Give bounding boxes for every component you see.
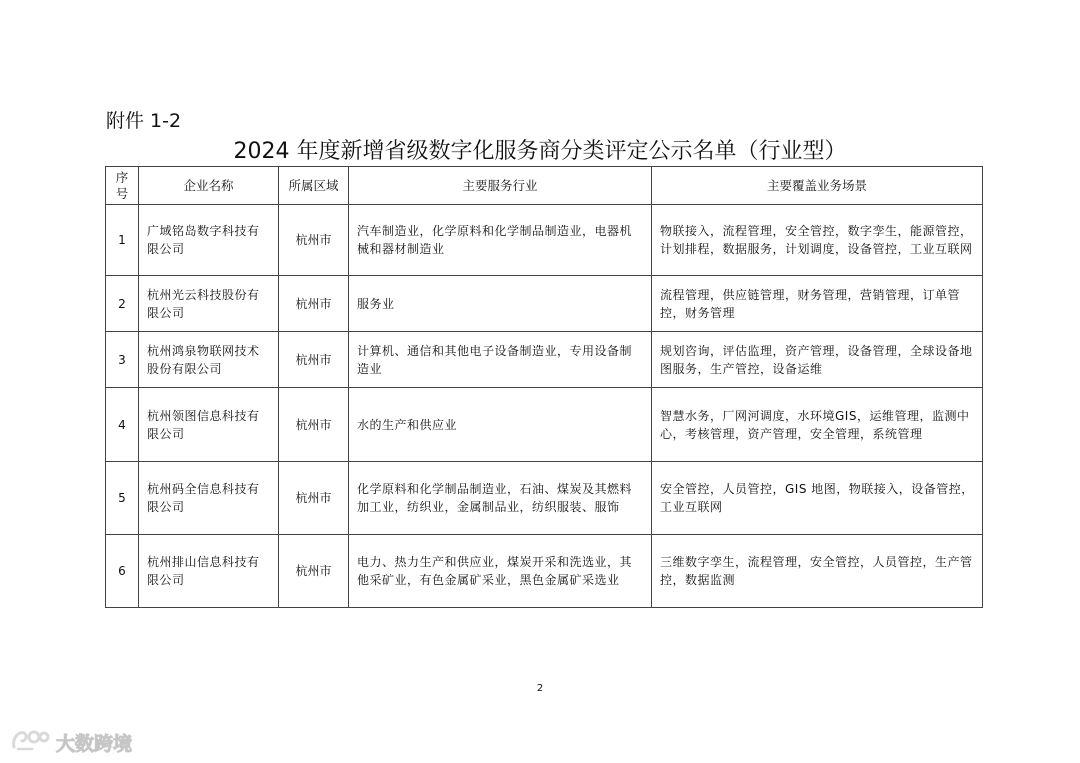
- table-row: [106, 388, 983, 462]
- cell-company-name: 杭州码全信息科技有限公司: [139, 462, 279, 535]
- table-row: [106, 332, 983, 388]
- cell-scene: 物联接入，流程管理，安全管控，数字孪生，能源管控，计划排程，数据服务，计划调度，设备管控，工业互联网: [652, 205, 983, 276]
- cell-scene: 流程管理，供应链管理，财务管理，营销管理，订单管控，财务管理: [652, 276, 983, 332]
- cell-company-name: 杭州鸿泉物联网技术股份有限公司: [139, 332, 279, 388]
- cell-industry: 汽车制造业，化学原料和化学制品制造业，电器机械和器材制造业: [349, 205, 652, 276]
- cell-no: 3: [106, 332, 139, 388]
- cell-company-name: 杭州排山信息科技有限公司: [139, 535, 279, 608]
- cell-company-name: 广域铭岛数字科技有限公司: [139, 205, 279, 276]
- cell-industry: 化学原料和化学制品制造业，石油、煤炭及其燃料加工业，纺织业，金属制品业，纺织服装、服饰: [349, 462, 652, 535]
- cell-no: 1: [106, 205, 139, 276]
- cell-industry: 水的生产和供应业: [349, 388, 652, 462]
- cell-industry: 计算机、通信和其他电子设备制造业，专用设备制造业: [349, 332, 652, 388]
- document-title: 2024 年度新增省级数字化服务商分类评定公示名单（行业型）: [233, 139, 847, 164]
- header-industry: 主要服务行业: [349, 167, 652, 205]
- header-no: 序 号: [106, 167, 139, 205]
- table-row: [106, 462, 983, 535]
- table-row: [106, 535, 983, 608]
- header-region: 所属区域: [279, 167, 349, 205]
- watermark: [10, 727, 132, 757]
- cell-scene: 安全管控，人员管控，GIS 地图，物联接入，设备管控，工业互联网: [652, 462, 983, 535]
- cell-no: 4: [106, 388, 139, 462]
- cell-scene: 规划咨询，评估监理，资产管理，设备管理，全球设备地图服务，生产管控，设备运维: [652, 332, 983, 388]
- brand-logo-icon: [10, 727, 50, 757]
- cell-no: 6: [106, 535, 139, 608]
- page-number: 2: [536, 683, 544, 694]
- cell-region: 杭州市: [279, 388, 349, 462]
- table-row: [106, 276, 983, 332]
- company-table: [105, 166, 983, 608]
- cell-region: 杭州市: [279, 205, 349, 276]
- header-name: 企业名称: [139, 167, 279, 205]
- cell-region: 杭州市: [279, 332, 349, 388]
- cell-region: 杭州市: [279, 276, 349, 332]
- cell-company-name: 杭州领图信息科技有限公司: [139, 388, 279, 462]
- cell-industry: 电力、热力生产和供应业，煤炭开采和洗选业，其他采矿业，有色金属矿采业，黑色金属矿采选业: [349, 535, 652, 608]
- cell-industry: 服务业: [349, 276, 652, 332]
- cell-no: 5: [106, 462, 139, 535]
- header-scene: 主要覆盖业务场景: [652, 167, 983, 205]
- cell-scene: 智慧水务，厂网河调度，水环境GIS，运维管理，监测中心，考核管理，资产管理，安全管理，系统管理: [652, 388, 983, 462]
- cell-scene: 三维数字孪生，流程管理，安全管控，人员管控，生产管控，数据监测: [652, 535, 983, 608]
- cell-company-name: 杭州光云科技股份有限公司: [139, 276, 279, 332]
- cell-no: 2: [106, 276, 139, 332]
- table-row: [106, 205, 983, 276]
- cell-region: 杭州市: [279, 535, 349, 608]
- table-header-row: [106, 167, 983, 205]
- watermark-text: 大数跨境: [56, 732, 133, 755]
- cell-region: 杭州市: [279, 462, 349, 535]
- annex-label: 附件 1-2: [106, 110, 182, 132]
